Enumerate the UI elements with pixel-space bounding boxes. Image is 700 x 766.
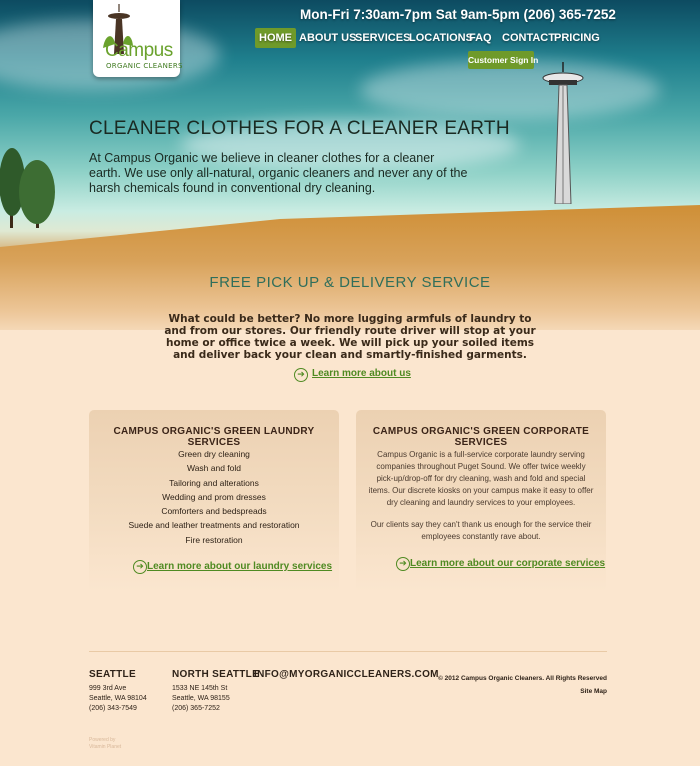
footer-north-seattle (172, 669, 259, 714)
business-hours: Mon-Fri 7:30am-7pm Sat 9am-5pm (206) 365-7252 (300, 7, 616, 22)
arrow-right-icon: ➔ (294, 368, 308, 382)
pickup-text: What could be better? No more lugging armfuls of laundry to and from our stores. Our friendly route driver will stop at your home or office twice a week. We will pick up your soiled items and deliver back your clean and smartly-finished garments. (164, 313, 536, 361)
laundry-services-list (89, 447, 339, 547)
footer-phone: (206) 365-7252 (172, 705, 220, 712)
nav-locations[interactable]: LOCATIONS (409, 32, 473, 44)
list-item: Tailoring and alterations (169, 477, 259, 488)
powered-by-label: Powered by (89, 737, 116, 743)
footer-address: 1533 NE 145th St (172, 685, 228, 692)
hero-title: CLEANER CLOTHES FOR A CLEANER EARTH (89, 118, 510, 139)
tree-icon (0, 142, 62, 230)
logo-wordmark: Campus (105, 40, 173, 61)
learn-more-about-us-link[interactable]: Learn more about us (312, 368, 411, 379)
nav-home[interactable]: HOME (255, 28, 296, 48)
nav-contact[interactable]: CONTACT (502, 32, 555, 44)
pickup-title: FREE PICK UP & DELIVERY SERVICE (209, 274, 491, 291)
list-item: Green dry cleaning (178, 449, 250, 459)
cloud (360, 60, 660, 120)
nav-about-us[interactable]: ABOUT US (299, 32, 357, 44)
footer-phone: (206) 343-7549 (89, 705, 137, 712)
nav-services[interactable]: SERVICES (355, 32, 411, 44)
list-item: Suede and leather treatments and restoration (128, 520, 300, 531)
corporate-paragraph: Campus Organic is a full-service corporate laundry serving companies throughout Puget Sound. We offer twice weekly pick-up/drop-off for dry cleaning, wash and fold and special items. Our discrete kiosks on your campus make it easy to offer dry cleaning and laundry services to your employees. (368, 450, 594, 507)
main-nav (0, 28, 700, 48)
list-item: Wash and fold (186, 463, 242, 474)
corporate-paragraph: Our clients say they can't thank us enough for the service their employees constantly rave about. (370, 520, 592, 541)
list-item: Wedding and prom dresses (162, 491, 266, 502)
list-item: Comforters and bedspreads (161, 506, 267, 517)
footer-divider (89, 651, 607, 652)
corporate-description (368, 449, 594, 553)
footer-copyright (438, 672, 607, 698)
footer-address: Seattle, WA 98104 (89, 695, 147, 702)
nav-pricing[interactable]: PRICING (554, 32, 600, 44)
footer-address: Seattle, WA 98155 (172, 695, 230, 702)
arrow-right-icon: ➔ (133, 560, 147, 574)
logo-subtitle: ORGANIC CLEANERS (106, 62, 183, 70)
powered-by-name: Vitamin Planet (89, 744, 122, 750)
hero-text: At Campus Organic we believe in cleaner clothes for a cleaner earth. We use only all-natural, organic cleaners and never any of the harsh chemicals found in conventional dry cleaning. (89, 151, 468, 195)
footer-address: 999 3rd Ave (89, 685, 127, 692)
powered-by[interactable] (89, 737, 121, 751)
learn-more-corporate-link[interactable]: Learn more about our corporate services (410, 558, 606, 569)
laundry-services-title: CAMPUS ORGANIC'S GREEN LAUNDRY SERVICES (113, 426, 315, 448)
sitemap-link[interactable]: Site Map (580, 688, 607, 695)
wheat-field (0, 205, 700, 330)
list-item: Fire restoration (185, 534, 243, 545)
footer-seattle (89, 669, 147, 714)
space-needle-icon (541, 62, 585, 204)
customer-sign-in-button[interactable]: Customer Sign In (468, 51, 534, 69)
nav-faq[interactable]: FAQ (469, 32, 492, 44)
footer-seattle-title: SEATTLE (89, 669, 136, 680)
learn-more-laundry-link[interactable]: Learn more about our laundry services (147, 561, 333, 572)
corporate-services-title: CAMPUS ORGANIC'S GREEN CORPORATE SERVICES (372, 426, 590, 448)
copyright-text: © 2012 Campus Organic Cleaners. All Rights Reserved (438, 675, 607, 682)
footer-north-title: NORTH SEATTLE (172, 669, 260, 680)
footer-email-link[interactable]: INFO@MYORGANICCLEANERS.COM (254, 669, 439, 680)
arrow-right-icon: ➔ (396, 557, 410, 571)
footer-email[interactable] (254, 669, 439, 680)
